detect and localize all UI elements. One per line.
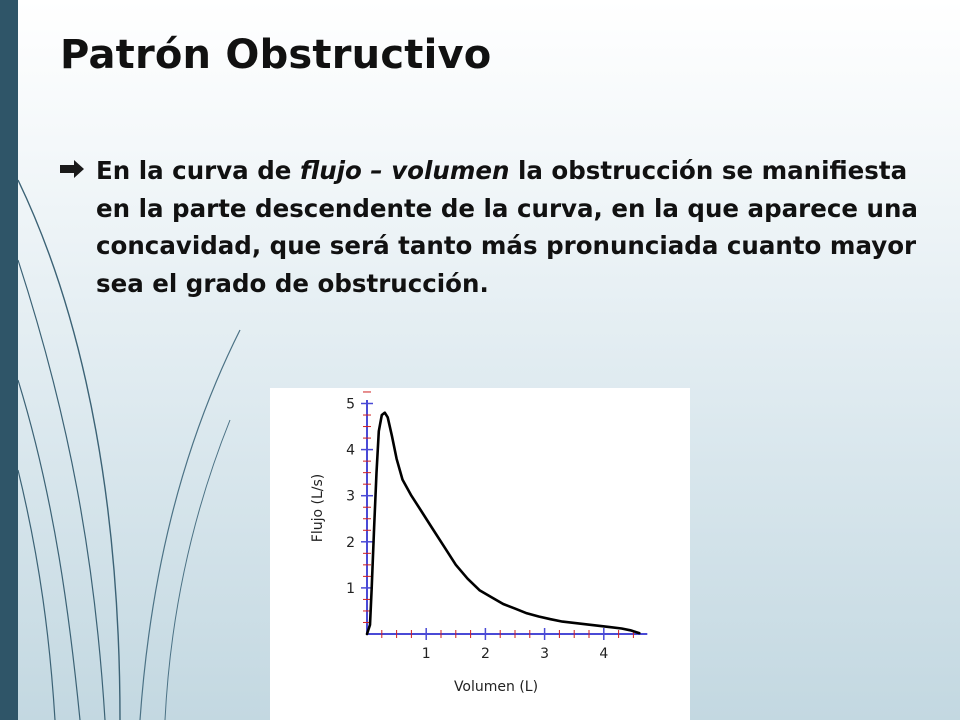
x-tick-label: 2 — [480, 646, 490, 662]
y-tick-label: 3 — [346, 488, 355, 505]
deco-curve-3 — [18, 380, 80, 720]
bullet-text-italic-segment: flujo – volumen — [299, 156, 510, 185]
y-tick-label: 2 — [346, 534, 355, 551]
x-tick-label: 1 — [421, 646, 431, 662]
y-axis-label: Flujo (L/s) — [310, 473, 326, 543]
bullet-text-segment: la obstrucción se manifiesta en la parte descendente de la curva, en la que aparece una concavidad, que será tanto más pronunciada cuanto mayor sea el grado de obstrucción. — [96, 156, 918, 298]
decorative-curves — [0, 0, 260, 720]
flow-volume-chart — [270, 388, 690, 720]
series-line-flujo-volumen — [367, 413, 639, 634]
deco-curve-2 — [18, 260, 105, 720]
deco-curve-5 — [140, 330, 240, 720]
bullet-text-segment: En la curva de — [96, 156, 300, 185]
y-tick-label: 1 — [346, 580, 355, 597]
x-axis-label: Volumen (L) — [453, 679, 539, 695]
arrow-bullet-icon — [58, 158, 86, 180]
y-tick-label: 5 — [346, 396, 355, 413]
deco-curve-6 — [165, 420, 230, 720]
x-tick-label: 4 — [599, 646, 609, 662]
slide-title: Patrón Obstructivo — [60, 32, 492, 78]
x-tick-label: 3 — [540, 646, 550, 662]
y-tick-label: 4 — [346, 442, 355, 459]
chart-canvas — [270, 388, 690, 720]
bullet-text — [96, 152, 946, 302]
